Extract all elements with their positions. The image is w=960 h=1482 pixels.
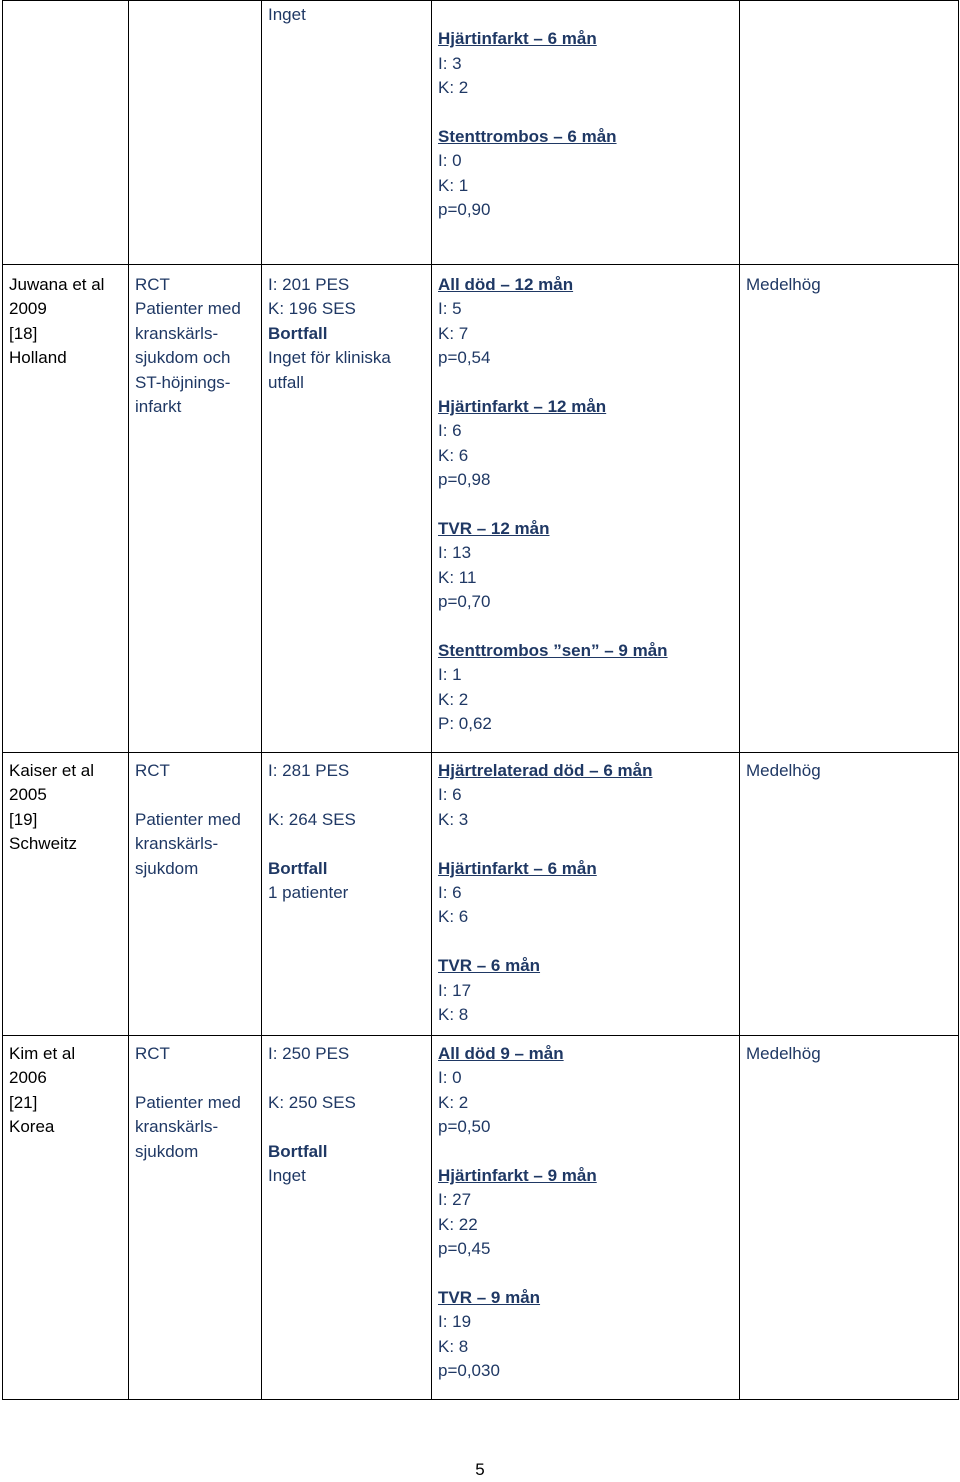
author-cell [3,265,129,753]
outcomes-cell [432,753,740,1036]
design-label: RCT [135,761,170,780]
dropout-label: Bortfall [268,858,328,878]
population-line: sjukdom och [135,348,231,368]
outcome-line: K: 1 [438,175,469,195]
outcomes-cell [432,265,740,753]
dropout-text: utfall [268,372,304,392]
author-line: Kim et al [9,1044,76,1063]
outcome-line: I: 17 [438,980,472,1000]
dropout-text: Inget för kliniska [268,348,391,368]
author-cell [3,1036,129,1400]
dropout-text: 1 patienter [268,883,349,902]
population-line: sjukdom [135,1141,199,1161]
author-cell [3,753,129,1036]
author-line: [18] [9,323,38,343]
group-line: I: 201 PES [268,275,350,294]
quality-cell [740,753,959,1036]
outcome-line: K: 2 [438,689,469,709]
outcome-line: I: 19 [438,1312,472,1332]
dropout-label: Bortfall [268,1141,328,1161]
outcome-title: TVR – 12 mån [438,519,550,539]
author-line: [19] [9,809,38,829]
quality-cell [740,265,959,753]
design-cell [129,265,262,753]
design-label: RCT [135,1044,170,1063]
outcome-title: Hjärtinfarkt – 6 mån [438,858,597,878]
author-cell [3,1,129,265]
population-line: kranskärls- [135,323,219,343]
outcome-line: K: 6 [438,445,469,465]
outcome-line: K: 6 [438,907,469,927]
author-line: 2009 [9,299,47,319]
outcome-line: I: 13 [438,543,472,563]
author-line: Kaiser et al [9,761,95,780]
design-cell [129,1,262,265]
outcome-line: I: 6 [438,883,462,903]
outcome-title: TVR – 9 mån [438,1288,541,1308]
group-line: K: 250 SES [268,1092,356,1112]
table-row [3,265,959,753]
outcome-line: K: 8 [438,1336,469,1356]
dropout-label: Bortfall [268,323,328,343]
dropout-text: Inget [268,5,306,24]
outcome-title: Hjärtinfarkt – 9 mån [438,1166,597,1186]
outcome-title: Hjärtinfarkt – 12 mån [438,397,607,417]
population-line: sjukdom [135,858,199,878]
group-line: K: 196 SES [268,299,356,319]
author-line: Korea [9,1117,55,1137]
author-line: Schweitz [9,834,78,854]
outcome-line: K: 2 [438,1092,469,1112]
outcome-line: I: 6 [438,421,462,441]
outcome-title: All död 9 – mån [438,1044,564,1063]
page-number: 5 [475,1460,485,1479]
outcome-line: p=0,030 [438,1361,500,1381]
quality-rating: Medelhög [746,1044,821,1063]
outcome-title: All död – 12 mån [438,275,574,294]
author-line: 2005 [9,785,47,805]
author-line: [21] [9,1092,38,1112]
outcome-line: K: 7 [438,323,469,343]
author-line: Juwana et al [9,275,105,294]
outcomes-cell [432,1,740,265]
outcome-line: K: 22 [438,1214,478,1234]
population-line: Patienter med [135,809,241,829]
quality-rating: Medelhög [746,761,821,780]
outcome-title: Stenttrombos ”sen” – 9 mån [438,641,668,661]
outcome-line: I: 5 [438,299,462,319]
group-line: I: 281 PES [268,761,350,780]
outcome-line: p=0,98 [438,470,491,490]
outcome-line: I: 3 [438,53,462,73]
outcome-line: I: 6 [438,785,462,805]
outcome-title: Hjärtinfarkt – 6 mån [438,29,597,49]
outcome-title: TVR – 6 mån [438,956,541,976]
group-line: K: 264 SES [268,809,356,829]
table-row [3,1,959,265]
outcome-line: p=0,45 [438,1239,491,1259]
table-row [3,1036,959,1400]
outcomes-cell [432,1036,740,1400]
outcome-line: p=0,90 [438,200,491,220]
outcome-line: K: 8 [438,1005,469,1025]
outcome-line: I: 0 [438,151,462,171]
population-line: ST-höjnings- [135,372,231,392]
outcome-title: Stenttrombos – 6 mån [438,127,617,146]
population-line: kranskärls- [135,834,219,854]
author-line: Holland [9,348,67,368]
outcome-line: K: 2 [438,78,469,98]
quality-cell [740,1,959,265]
population-line: Patienter med [135,1092,241,1112]
dropout-text: Inget [268,1166,306,1185]
population-line: infarkt [135,397,182,417]
groups-cell [262,1,432,265]
quality-cell [740,1036,959,1400]
outcome-line: p=0,50 [438,1117,491,1137]
outcome-line: I: 27 [438,1190,472,1210]
design-cell [129,753,262,1036]
author-line: 2006 [9,1068,47,1088]
groups-cell [262,1036,432,1400]
group-line: I: 250 PES [268,1044,350,1063]
design-cell [129,1036,262,1400]
population-line: Patienter med [135,299,241,319]
evidence-table [2,0,959,1400]
design-label: RCT [135,275,170,294]
outcome-line: I: 0 [438,1068,462,1088]
population-line: kranskärls- [135,1117,219,1137]
outcome-line: P: 0,62 [438,714,492,734]
quality-rating: Medelhög [746,275,821,294]
outcome-line: p=0,54 [438,348,491,368]
outcome-line: p=0,70 [438,592,491,612]
outcome-title: Hjärtrelaterad död – 6 mån [438,761,653,780]
groups-cell [262,265,432,753]
groups-cell [262,753,432,1036]
outcome-line: K: 3 [438,809,469,829]
table-row [3,753,959,1036]
outcome-line: I: 1 [438,665,462,685]
outcome-line: K: 11 [438,567,477,587]
